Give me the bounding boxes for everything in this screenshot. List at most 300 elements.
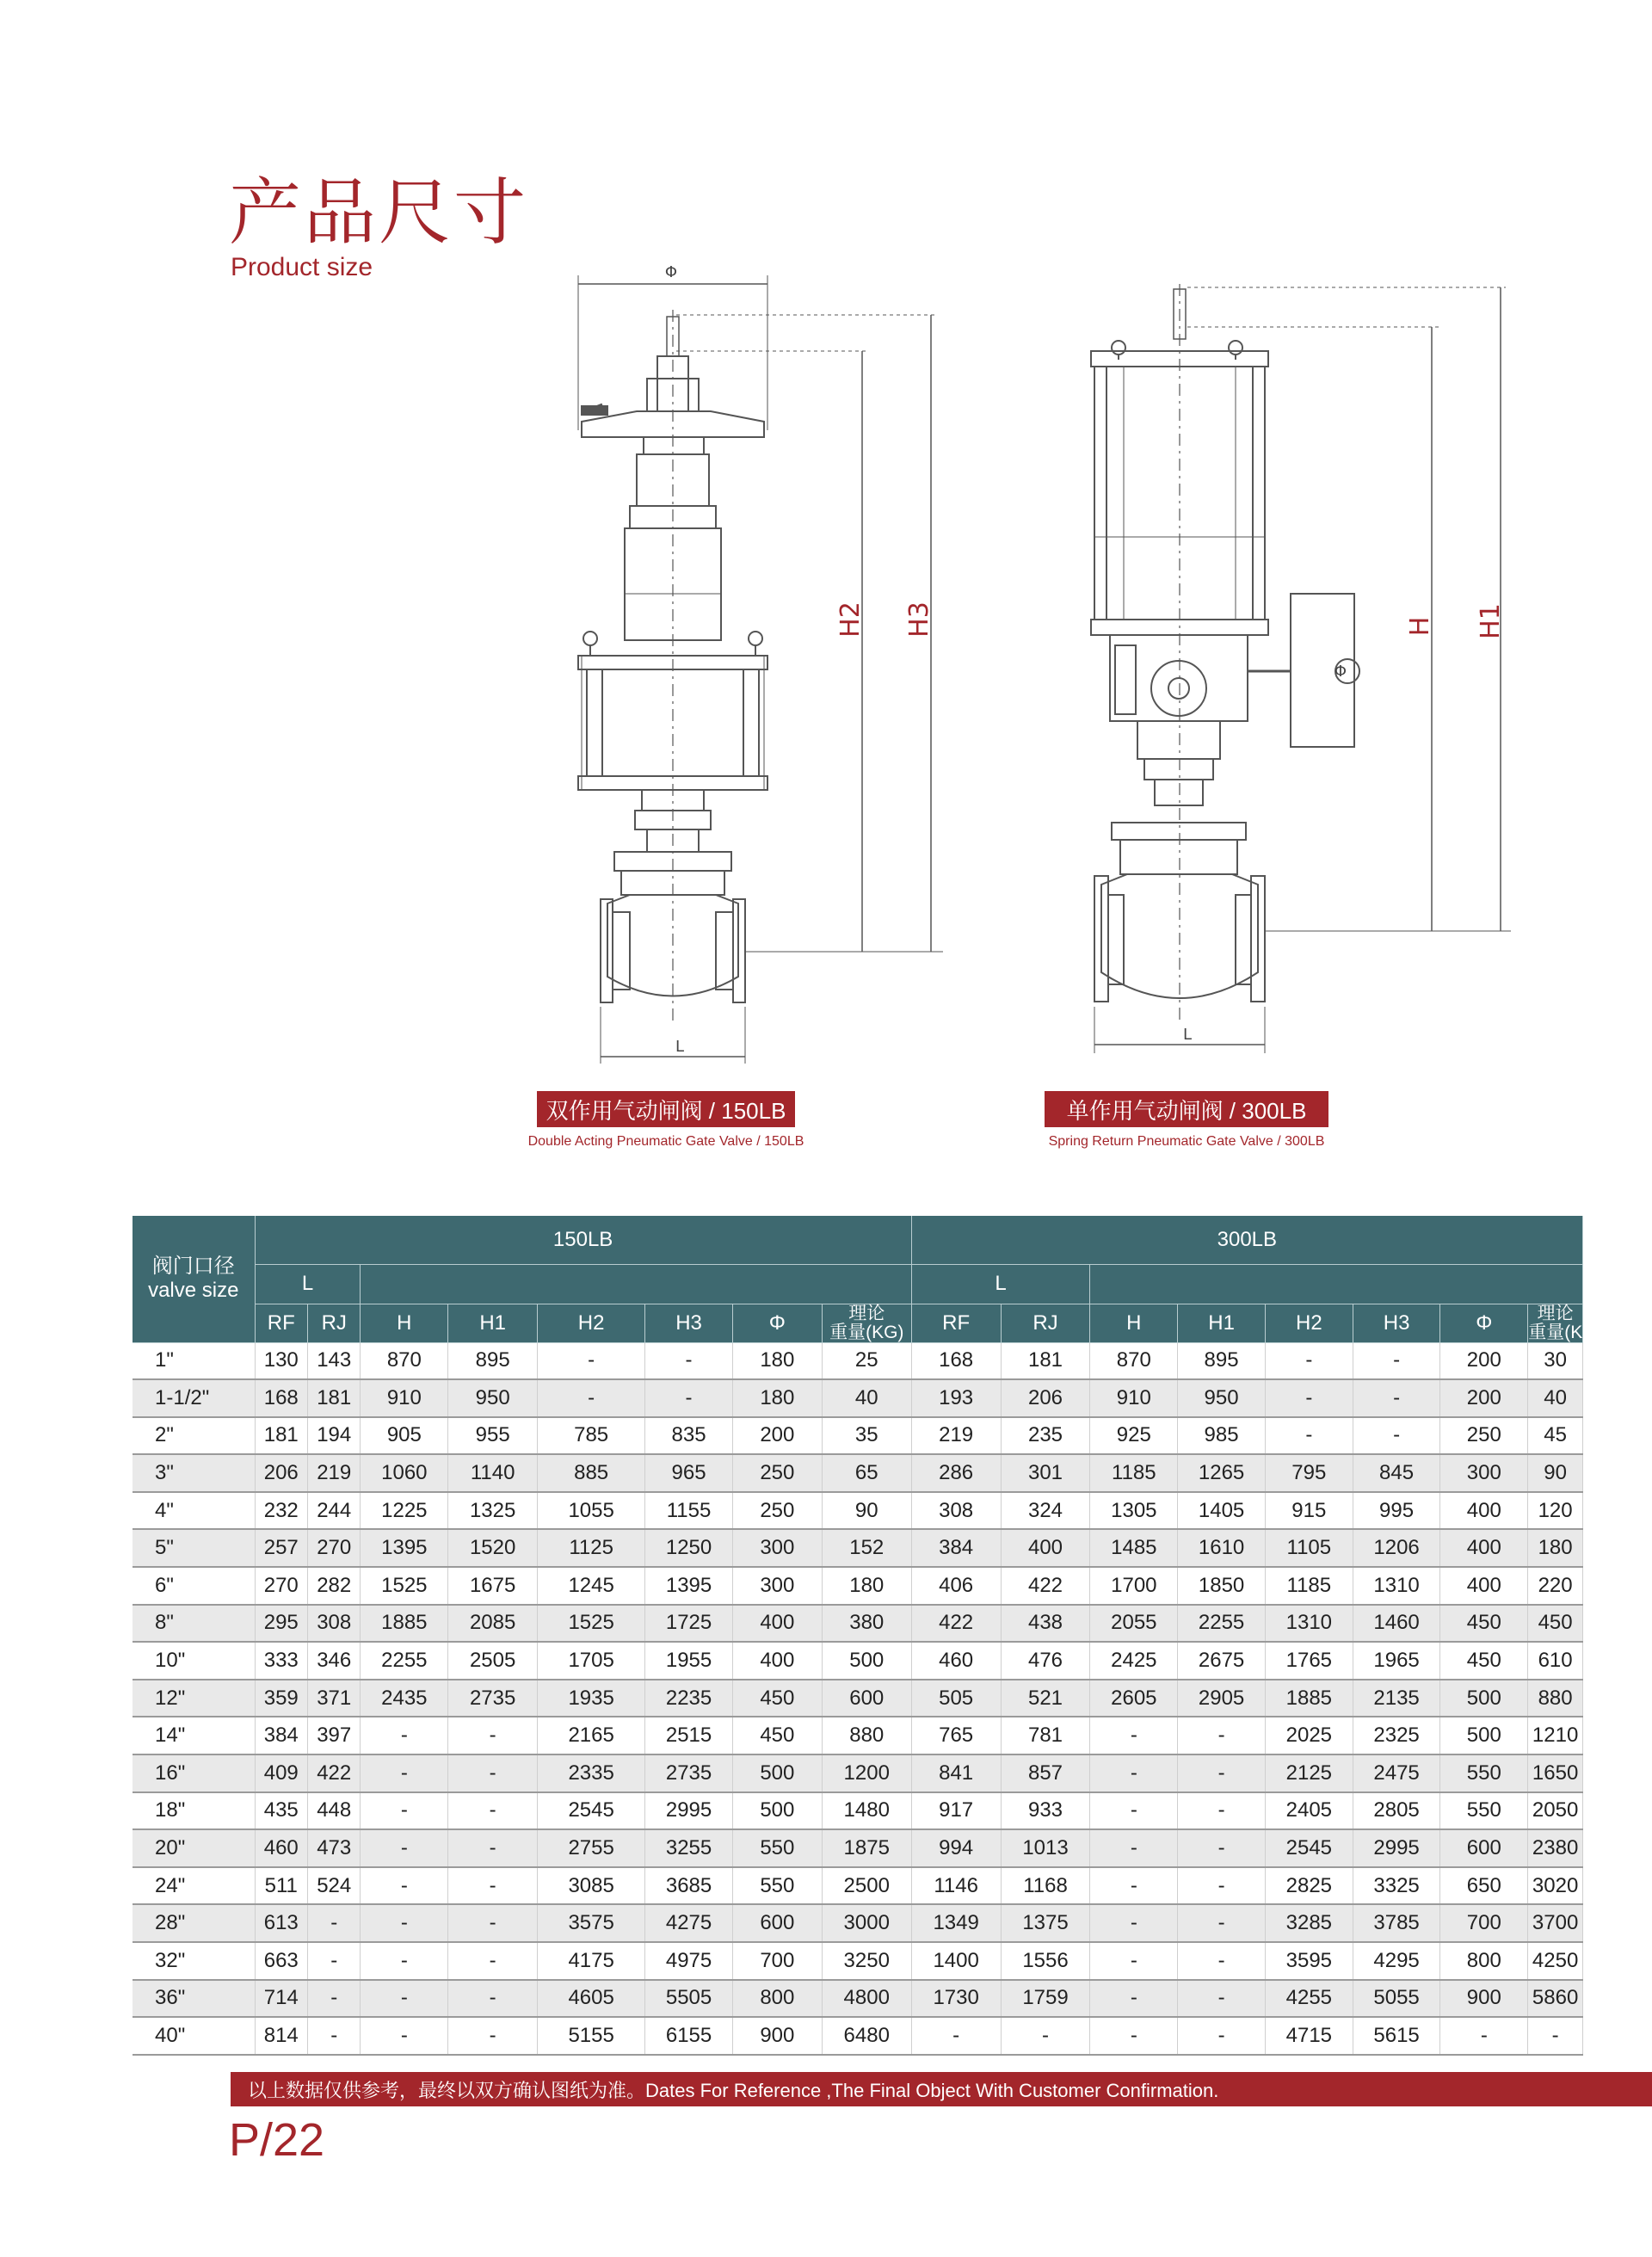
table-cell: 308 [911, 1492, 1001, 1530]
table-cell: 950 [1178, 1379, 1266, 1417]
right-h1-label: H1 [1476, 603, 1506, 639]
table-cell: - [308, 1942, 361, 1980]
table-cell: 1460 [1353, 1605, 1440, 1643]
table-cell: 5615 [1353, 2017, 1440, 2055]
table-cell: - [308, 1980, 361, 2018]
table-cell: - [448, 1717, 538, 1754]
table-cell: 193 [911, 1379, 1001, 1417]
table-cell: 5860 [1528, 1980, 1583, 2018]
table-cell: - [538, 1342, 645, 1379]
table-cell: 795 [1265, 1454, 1353, 1492]
table-row [133, 1717, 1583, 1754]
table-cell: 600 [822, 1680, 911, 1717]
col-weight-300-cn: 理论 [1537, 1303, 1574, 1323]
table-cell: 1556 [1001, 1942, 1090, 1980]
col-weight-150-cn: 理论 [848, 1303, 885, 1323]
table-cell: - [1265, 1379, 1353, 1417]
valve-drawings [482, 258, 1540, 1084]
table-cell: 448 [308, 1792, 361, 1830]
table-cell: 1060 [361, 1454, 448, 1492]
table-cell: 917 [911, 1792, 1001, 1830]
table-cell: 2085 [448, 1605, 538, 1643]
table-cell: - [448, 2017, 538, 2055]
table-cell: 1310 [1353, 1567, 1440, 1605]
table-cell: 1245 [538, 1567, 645, 1605]
table-cell: 324 [1001, 1492, 1090, 1530]
table-cell: 550 [732, 1829, 822, 1867]
table-cell: 450 [732, 1717, 822, 1754]
table-cell: 613 [255, 1904, 307, 1942]
table-cell: - [361, 1904, 448, 1942]
table-cell: 3000 [822, 1904, 911, 1942]
table-cell: - [308, 1904, 361, 1942]
table-cell: 2825 [1265, 1867, 1353, 1905]
right-wheel-phi-label: Φ [1334, 663, 1347, 681]
table-cell: 460 [911, 1642, 1001, 1680]
table-cell: 400 [1440, 1567, 1528, 1605]
table-cell: 841 [911, 1754, 1001, 1792]
table-row [133, 1904, 1583, 1942]
table-cell: - [1353, 1379, 1440, 1417]
table-cell: 500 [822, 1642, 911, 1680]
table-cell: - [1178, 1717, 1266, 1754]
table-cell: 2735 [645, 1754, 733, 1792]
table-cell: 3285 [1265, 1904, 1353, 1942]
table-cell: 2055 [1090, 1605, 1178, 1643]
spacer-header-150 [361, 1264, 911, 1304]
table-row [133, 1642, 1583, 1680]
page-title: 产品尺寸 [229, 172, 529, 253]
table-cell: 870 [361, 1342, 448, 1379]
table-cell: 4605 [538, 1980, 645, 2018]
table-cell: - [361, 1980, 448, 2018]
table-cell: - [1090, 1867, 1178, 1905]
table-row [133, 1492, 1583, 1530]
table-cell: 1349 [911, 1904, 1001, 1942]
table-cell: - [1353, 1417, 1440, 1455]
page-number: P/22 [229, 2114, 325, 2166]
table-cell: - [448, 1867, 538, 1905]
table-cell: 40 [822, 1379, 911, 1417]
table-cell: 1310 [1265, 1605, 1353, 1643]
table-cell: 235 [1001, 1417, 1090, 1455]
table-cell: 220 [1528, 1567, 1583, 1605]
table-cell: 1250 [645, 1529, 733, 1567]
table-cell: 90 [1528, 1454, 1583, 1492]
table-cell: 2425 [1090, 1642, 1178, 1680]
table-cell: 910 [361, 1379, 448, 1417]
table-cell: 1210 [1528, 1717, 1583, 1754]
table-row [133, 1942, 1583, 1980]
table-cell: 5055 [1353, 1980, 1440, 2018]
table-cell: 3685 [645, 1867, 733, 1905]
valve-size-cell: 10" [133, 1642, 255, 1680]
table-cell: 400 [732, 1605, 822, 1643]
table-cell: 384 [255, 1717, 307, 1754]
table-cell: 400 [732, 1642, 822, 1680]
table-cell: 1765 [1265, 1642, 1353, 1680]
table-cell: 2165 [538, 1717, 645, 1754]
left-l-label: L [675, 1038, 685, 1056]
table-cell: 194 [308, 1417, 361, 1455]
table-cell: 30 [1528, 1342, 1583, 1379]
table-cell: 1885 [361, 1605, 448, 1643]
table-cell: 700 [1440, 1904, 1528, 1942]
page-subtitle: Product size [231, 253, 373, 281]
valve-size-cell: 14" [133, 1717, 255, 1754]
table-cell: 800 [1440, 1942, 1528, 1980]
table-cell: 2500 [822, 1867, 911, 1905]
table-cell: 1705 [538, 1642, 645, 1680]
table-cell: 785 [538, 1417, 645, 1455]
table-row [133, 1605, 1583, 1643]
col-h3-300: H3 [1353, 1304, 1440, 1342]
table-cell: 3085 [538, 1867, 645, 1905]
table-cell: 1155 [645, 1492, 733, 1530]
valve-size-cell: 6" [133, 1567, 255, 1605]
table-cell: 3595 [1265, 1942, 1353, 1980]
table-cell: 2605 [1090, 1680, 1178, 1717]
table-cell: 781 [1001, 1717, 1090, 1754]
table-cell: 1650 [1528, 1754, 1583, 1792]
table-cell: 473 [308, 1829, 361, 1867]
table-row [133, 1754, 1583, 1792]
table-cell: 905 [361, 1417, 448, 1455]
table-cell: - [538, 1379, 645, 1417]
table-cell: 1675 [448, 1567, 538, 1605]
table-cell: - [361, 1867, 448, 1905]
table-cell: 400 [1001, 1529, 1090, 1567]
table-cell: 168 [255, 1379, 307, 1417]
table-cell: 1325 [448, 1492, 538, 1530]
table-cell: - [1528, 2017, 1583, 2055]
valve-size-cell: 3" [133, 1454, 255, 1492]
col-rf-300: RF [911, 1304, 1001, 1342]
table-cell: 4250 [1528, 1942, 1583, 1980]
table-cell: 295 [255, 1605, 307, 1643]
table-cell: 2995 [1353, 1829, 1440, 1867]
table-cell: 282 [308, 1567, 361, 1605]
table-cell: 2545 [538, 1792, 645, 1830]
table-cell: 232 [255, 1492, 307, 1530]
table-cell: 994 [911, 1829, 1001, 1867]
table-cell: - [448, 1942, 538, 1980]
table-cell: 5505 [645, 1980, 733, 2018]
table-cell: 450 [1440, 1605, 1528, 1643]
table-cell: 1375 [1001, 1904, 1090, 1942]
table-cell: 406 [911, 1567, 1001, 1605]
table-cell: 500 [1440, 1680, 1528, 1717]
table-cell: - [448, 1904, 538, 1942]
table-cell: - [361, 1829, 448, 1867]
table-cell: 422 [1001, 1567, 1090, 1605]
table-cell: 880 [1528, 1680, 1583, 1717]
table-cell: 900 [1440, 1980, 1528, 2018]
table-cell: 2050 [1528, 1792, 1583, 1830]
table-cell: 90 [822, 1492, 911, 1530]
table-cell: - [1090, 1942, 1178, 1980]
class-300-header: 300LB [911, 1216, 1582, 1264]
table-cell: 300 [732, 1567, 822, 1605]
table-cell: 950 [448, 1379, 538, 1417]
table-cell: - [1178, 1980, 1266, 2018]
table-cell: - [1090, 1792, 1178, 1830]
table-row [133, 1379, 1583, 1417]
right-l-label: L [1182, 1026, 1193, 1044]
double-acting-valve-drawing [578, 263, 943, 1064]
table-cell: 2905 [1178, 1680, 1266, 1717]
table-cell: 895 [448, 1342, 538, 1379]
table-cell: 450 [1528, 1605, 1583, 1643]
table-cell: 600 [732, 1904, 822, 1942]
table-cell: 422 [911, 1605, 1001, 1643]
table-cell: 25 [822, 1342, 911, 1379]
valve-size-cell: 12" [133, 1680, 255, 1717]
table-cell: 206 [1001, 1379, 1090, 1417]
table-cell: - [361, 1942, 448, 1980]
table-cell: 1525 [538, 1605, 645, 1643]
table-cell: 4255 [1265, 1980, 1353, 2018]
table-cell: 180 [732, 1379, 822, 1417]
table-cell: 152 [822, 1529, 911, 1567]
col-h2-150: H2 [538, 1304, 645, 1342]
table-cell: 1395 [361, 1529, 448, 1567]
valve-size-cell: 20" [133, 1829, 255, 1867]
table-cell: 2025 [1265, 1717, 1353, 1754]
table-cell: 1965 [1353, 1642, 1440, 1680]
table-cell: 511 [255, 1867, 307, 1905]
col-h1-150: H1 [448, 1304, 538, 1342]
table-cell: 1013 [1001, 1829, 1090, 1867]
table-cell: 1730 [911, 1980, 1001, 2018]
dimension-table [133, 1216, 1603, 2056]
table-cell: 4175 [538, 1942, 645, 1980]
table-cell: 2405 [1265, 1792, 1353, 1830]
table-cell: - [1090, 1717, 1178, 1754]
table-cell: 910 [1090, 1379, 1178, 1417]
table-cell: - [1353, 1342, 1440, 1379]
table-cell: - [1440, 2017, 1528, 2055]
table-row [133, 1342, 1583, 1379]
table-cell: 925 [1090, 1417, 1178, 1455]
table-cell: 600 [1440, 1829, 1528, 1867]
table-cell: - [1178, 1942, 1266, 1980]
table-cell: 2735 [448, 1680, 538, 1717]
left-phi-label: Φ [664, 263, 678, 281]
col-phi-150: Φ [732, 1304, 822, 1342]
table-cell: 1125 [538, 1529, 645, 1567]
table-cell: 663 [255, 1942, 307, 1980]
table-cell: 380 [822, 1605, 911, 1643]
table-cell: 2515 [645, 1717, 733, 1754]
table-cell: 2125 [1265, 1754, 1353, 1792]
table-cell: 200 [1440, 1342, 1528, 1379]
table-cell: 1405 [1178, 1492, 1266, 1530]
table-cell: 3020 [1528, 1867, 1583, 1905]
valve-size-cell: 16" [133, 1754, 255, 1792]
table-cell: 270 [308, 1529, 361, 1567]
l-header-150: L [255, 1264, 361, 1304]
table-cell: 505 [911, 1680, 1001, 1717]
table-cell: 180 [822, 1567, 911, 1605]
left-drawing-caption: 双作用气动闸阀 / 150LB [537, 1091, 795, 1127]
table-cell: 476 [1001, 1642, 1090, 1680]
right-drawing-caption: 单作用气动闸阀 / 300LB [1045, 1091, 1328, 1127]
table-cell: 181 [308, 1379, 361, 1417]
table-cell: 500 [732, 1792, 822, 1830]
table-cell: - [911, 2017, 1001, 2055]
table-row [133, 1454, 1583, 1492]
table-cell: 3250 [822, 1942, 911, 1980]
table-cell: 2545 [1265, 1829, 1353, 1867]
col-h3-150: H3 [645, 1304, 733, 1342]
l-header-300: L [911, 1264, 1090, 1304]
table-cell: 933 [1001, 1792, 1090, 1830]
table-row [133, 1980, 1583, 2018]
table-cell: 2435 [361, 1680, 448, 1717]
valve-size-cell: 24" [133, 1867, 255, 1905]
table-cell: 2255 [1178, 1605, 1266, 1643]
valve-size-cell: 40" [133, 2017, 255, 2055]
table-cell: 1610 [1178, 1529, 1266, 1567]
table-cell: 219 [308, 1454, 361, 1492]
table-row [133, 1867, 1583, 1905]
table-cell: 45 [1528, 1417, 1583, 1455]
table-cell: 181 [255, 1417, 307, 1455]
table-cell: - [448, 1829, 538, 1867]
table-cell: 450 [1440, 1642, 1528, 1680]
table-cell: 286 [911, 1454, 1001, 1492]
table-cell: - [361, 1792, 448, 1830]
table-cell: 2325 [1353, 1717, 1440, 1754]
spring-return-valve-drawing [1091, 284, 1511, 1053]
table-cell: 985 [1178, 1417, 1266, 1455]
table-cell: - [1090, 1829, 1178, 1867]
footer-note: 以上数据仅供参考，最终以双方确认图纸为准。Dates For Reference ,The Final Object With Customer Confirmation. [231, 2072, 1652, 2106]
valve-size-cell: 1-1/2" [133, 1379, 255, 1417]
valve-size-cell: 5" [133, 1529, 255, 1567]
table-row [133, 1829, 1583, 1867]
table-cell: 1225 [361, 1492, 448, 1530]
col-rj-150: RJ [308, 1304, 361, 1342]
valve-size-cell: 1" [133, 1342, 255, 1379]
table-cell: - [361, 2017, 448, 2055]
table-cell: 1146 [911, 1867, 1001, 1905]
table-cell: - [1090, 1904, 1178, 1942]
table-cell: - [448, 1754, 538, 1792]
table-cell: 1725 [645, 1605, 733, 1643]
table-cell: 1206 [1353, 1529, 1440, 1567]
table-cell: 300 [1440, 1454, 1528, 1492]
table-cell: 1525 [361, 1567, 448, 1605]
table-cell: 1395 [645, 1567, 733, 1605]
table-cell: - [1178, 1829, 1266, 1867]
col-h-300: H [1090, 1304, 1178, 1342]
valve-size-cell: 8" [133, 1605, 255, 1643]
table-cell: 359 [255, 1680, 307, 1717]
table-cell: 1700 [1090, 1567, 1178, 1605]
table-cell: 1055 [538, 1492, 645, 1530]
table-cell: 400 [1440, 1492, 1528, 1530]
table-cell: 244 [308, 1492, 361, 1530]
table-cell: 250 [732, 1454, 822, 1492]
table-cell: 371 [308, 1680, 361, 1717]
valve-size-cell: 2" [133, 1417, 255, 1455]
table-row [133, 1417, 1583, 1455]
col-weight-150-unit: 重量(KG) [829, 1322, 904, 1342]
col-h-150: H [361, 1304, 448, 1342]
table-cell: - [1178, 1792, 1266, 1830]
table-cell: - [1001, 2017, 1090, 2055]
table-cell: - [308, 2017, 361, 2055]
table-cell: 308 [308, 1605, 361, 1643]
valve-size-header-cn: 阀门口径 [151, 1255, 235, 1279]
table-cell: 2135 [1353, 1680, 1440, 1717]
table-cell: 168 [911, 1342, 1001, 1379]
table-cell: 450 [732, 1680, 822, 1717]
table-cell: 857 [1001, 1754, 1090, 1792]
table-cell: 550 [1440, 1792, 1528, 1830]
table-cell: 524 [308, 1867, 361, 1905]
table-cell: 181 [1001, 1342, 1090, 1379]
table-cell: - [1178, 1754, 1266, 1792]
table-cell: 180 [1528, 1529, 1583, 1567]
table-cell: - [448, 1980, 538, 2018]
col-phi-300: Φ [1440, 1304, 1528, 1342]
table-cell: - [645, 1342, 733, 1379]
table-cell: - [361, 1717, 448, 1754]
table-row [133, 1792, 1583, 1830]
class-150-header: 150LB [255, 1216, 911, 1264]
table-cell: 3255 [645, 1829, 733, 1867]
table-cell: 895 [1178, 1342, 1266, 1379]
table-cell: 301 [1001, 1454, 1090, 1492]
col-h2-300: H2 [1265, 1304, 1353, 1342]
table-cell: 500 [1440, 1717, 1528, 1754]
table-cell: - [1090, 2017, 1178, 2055]
col-weight-150 [822, 1304, 911, 1342]
table-cell: - [361, 1754, 448, 1792]
table-cell: 700 [732, 1942, 822, 1980]
valve-size-cell: 4" [133, 1492, 255, 1530]
table-cell: 346 [308, 1642, 361, 1680]
table-cell: 550 [1440, 1754, 1528, 1792]
table-row [133, 2017, 1583, 2055]
valve-size-cell: 28" [133, 1904, 255, 1942]
table-cell: 6155 [645, 2017, 733, 2055]
table-cell: 300 [732, 1529, 822, 1567]
spacer-header-300 [1090, 1264, 1583, 1304]
table-cell: 2805 [1353, 1792, 1440, 1830]
table-cell: - [448, 1792, 538, 1830]
valve-size-cell: 36" [133, 1980, 255, 2018]
table-cell: 4295 [1353, 1942, 1440, 1980]
table-cell: 955 [448, 1417, 538, 1455]
col-rj-300: RJ [1001, 1304, 1090, 1342]
valve-size-cell: 32" [133, 1942, 255, 1980]
table-cell: 2755 [538, 1829, 645, 1867]
table-cell: 995 [1353, 1492, 1440, 1530]
table-cell: 143 [308, 1342, 361, 1379]
table-cell: 4715 [1265, 2017, 1353, 2055]
right-h-label: H [1405, 616, 1435, 637]
table-cell: 2475 [1353, 1754, 1440, 1792]
table-cell: - [1090, 1980, 1178, 2018]
table-cell: 397 [308, 1717, 361, 1754]
table-cell: - [1178, 2017, 1266, 2055]
valve-size-header-en: valve size [148, 1279, 239, 1303]
table-cell: 5155 [538, 2017, 645, 2055]
